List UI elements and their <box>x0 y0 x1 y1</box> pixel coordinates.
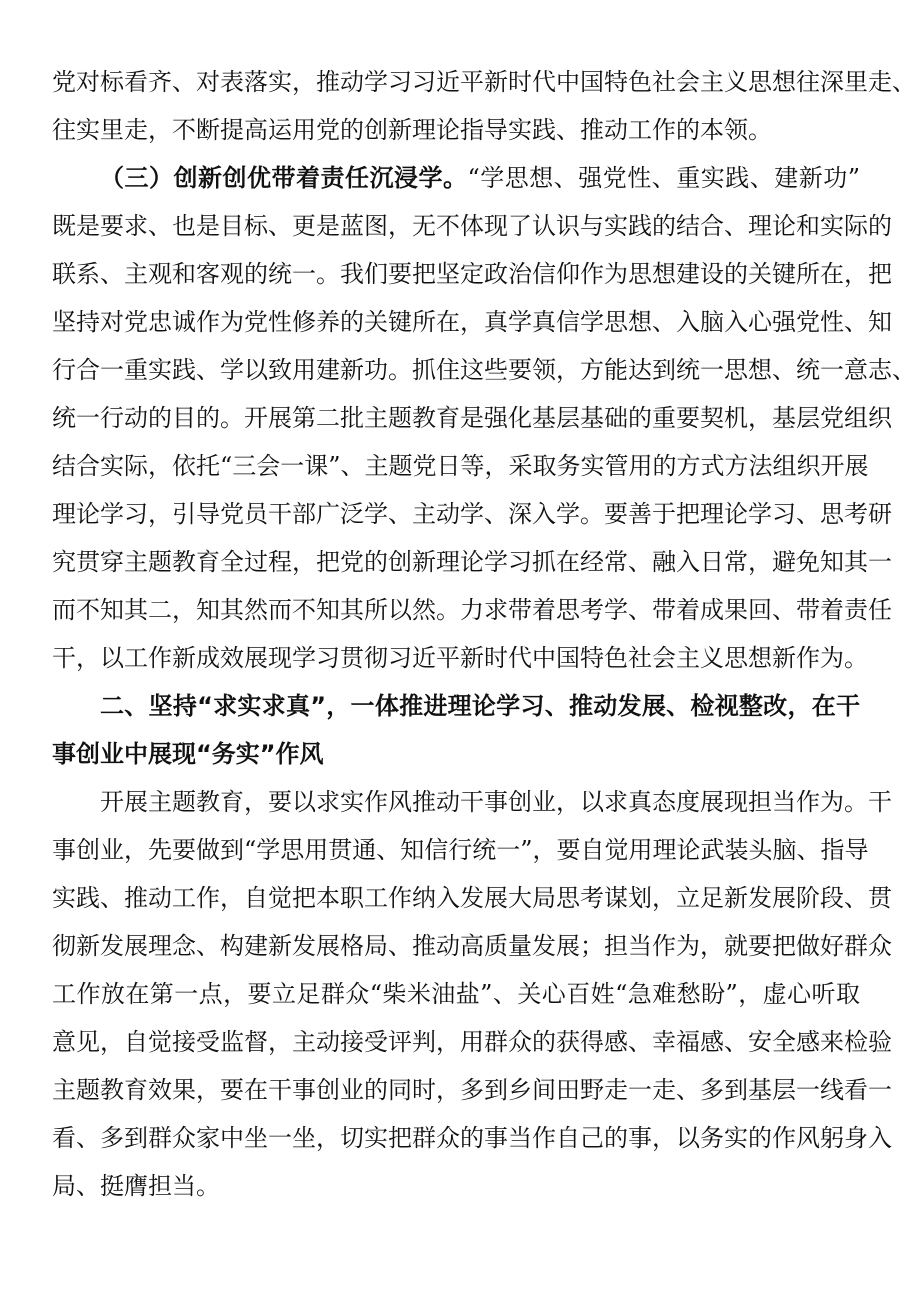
section-heading-2: 二、坚持“求实求真”，一体推进理论学习、推动发展、检视整改，在干 <box>100 692 860 720</box>
paragraph-2-first-line-text: “学思想、强党性、重实践、建新功” <box>467 164 860 192</box>
paragraph-3-line: 工作放在第一点，要立足群众“柴米油盐”、关心百姓“急难愁盼”，虚心听取 <box>52 980 860 1008</box>
paragraph-3-line: 主题教育效果，要在干事创业的同时，多到乡间田野走一走、多到基层一线看一 <box>52 1076 892 1104</box>
paragraph-3-line: 开展主题教育，要以求实作风推动干事创业，以求真态度展现担当作为。干 <box>100 788 892 816</box>
paragraph-2-line: 统一行动的目的。开展第二批主题教育是强化基层基础的重要契机，基层党组织 <box>52 404 892 432</box>
paragraph-3-line: 局、挺膺担当。 <box>52 1172 220 1200</box>
paragraph-2-line: 而不知其二，知其然而不知其所以然。力求带着思考学、带着成果回、带着责任 <box>52 596 892 624</box>
paragraph-3-line: 实践、推动工作，自觉把本职工作纳入发展大局思考谋划，立足新发展阶段、贯 <box>52 884 892 912</box>
paragraph-2-line: 行合一重实践、学以致用建新功。抓住这些要领，方能达到统一思想、统一意志、 <box>52 356 916 384</box>
paragraph-2-line: 既是要求、也是目标、更是蓝图，无不体现了认识与实践的结合、理论和实际的 <box>52 212 892 240</box>
paragraph-2-line: 联系、主观和客观的统一。我们要把坚定政治信仰作为思想建设的关键所在，把 <box>52 260 892 288</box>
paragraph-1-line: 党对标看齐、对表落实，推动学习习近平新时代中国特色社会主义思想往深里走、 <box>52 68 916 96</box>
paragraph-2-line: 干，以工作新成效展现学习贯彻习近平新时代中国特色社会主义思想新作为。 <box>52 644 868 672</box>
paragraph-1-line: 往实里走，不断提高运用党的创新理论指导实践、推动工作的本领。 <box>52 116 772 144</box>
section-heading-2: 事创业中展现“务实”作风 <box>52 740 324 768</box>
paragraph-3-line: 看、多到群众家中坐一坐，切实把群众的事当作自己的事，以务实的作风躬身入 <box>52 1124 892 1152</box>
paragraph-2-line: 结合实际，依托“三会一课”、主题党日等，采取务实管用的方式方法组织开展 <box>52 452 869 480</box>
paragraph-3-line: 彻新发展理念、构建新发展格局、推动高质量发展；担当作为，就要把做好群众 <box>52 932 892 960</box>
paragraph-2-line: 坚持对党忠诚作为党性修养的关键所在，真学真信学思想、入脑入心强党性、知 <box>52 308 892 336</box>
subsection-heading-3: （三）创新创优带着责任沉浸学。 <box>100 163 468 192</box>
paragraph-3-line: 事创业，先要做到“学思用贯通、知信行统一”，要自觉用理论武装头脑、指导 <box>52 836 869 864</box>
paragraph-2-first-line <box>100 158 860 198</box>
paragraph-2-line: 理论学习，引导党员干部广泛学、主动学、深入学。要善于把理论学习、思考研 <box>52 500 892 528</box>
paragraph-2-line: 究贯穿主题教育全过程，把党的创新理论学习抓在经常、融入日常，避免知其一 <box>52 548 892 576</box>
paragraph-3-line: 意见，自觉接受监督，主动接受评判，用群众的获得感、幸福感、安全感来检验 <box>52 1028 892 1056</box>
